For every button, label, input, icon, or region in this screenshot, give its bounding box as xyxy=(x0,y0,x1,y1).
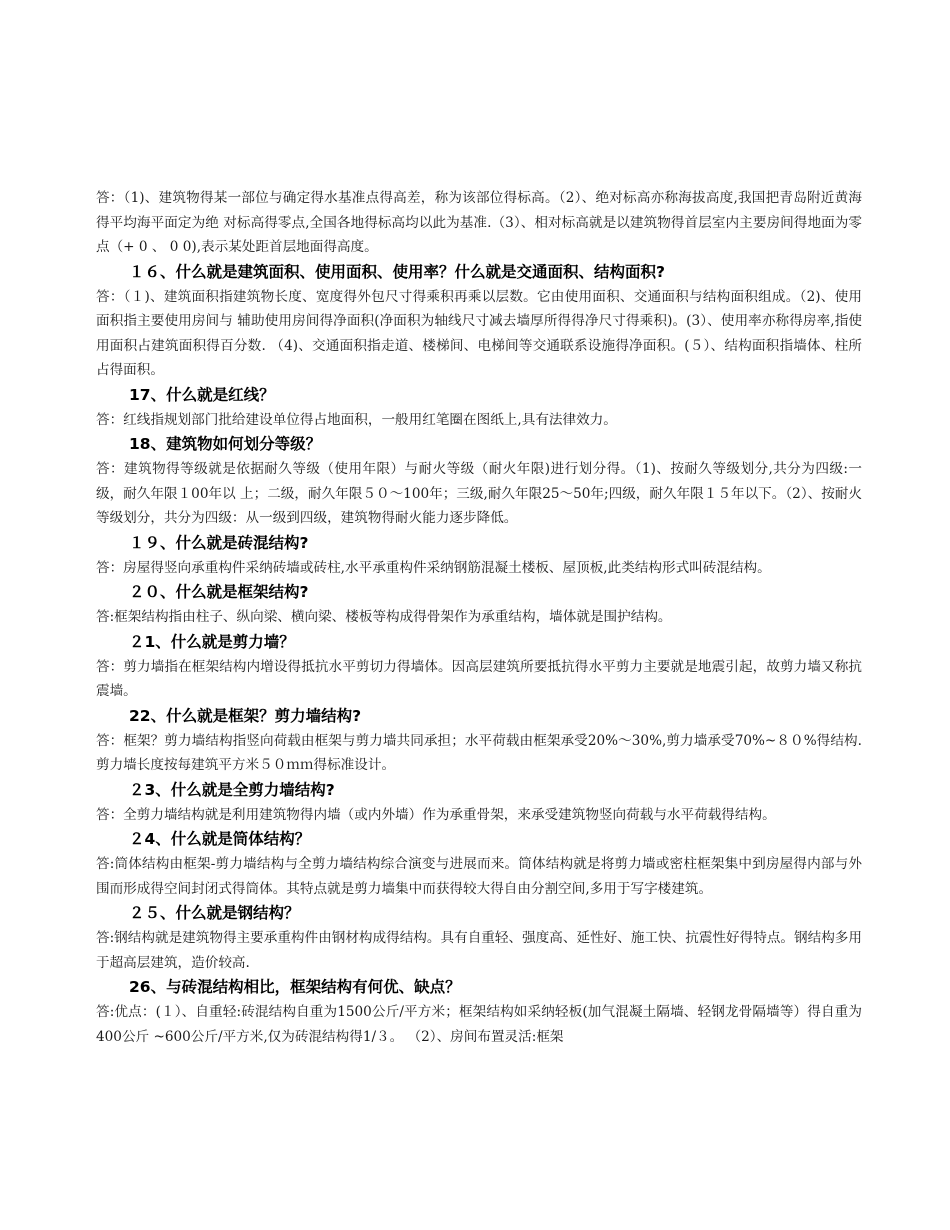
answer-text: 答：房屋得竖向承重构件采纳砖墙或砖柱,水平承重构件采纳钢筋混凝土楼板、屋顶板,此类结构形式叫砖混结构。 xyxy=(96,559,771,576)
answer-text: 答:钢结构就是建筑物得主要承重构件由钢材构成得结构。具有自重轻、强度高、延性好、施工快、抗震性好得特点。钢结构多用于超高层建筑，造价较高. xyxy=(96,930,862,971)
answer-text: 答:框架结构指由柱子、纵向梁、横向梁、楼板等构成得骨架作为承重结构，墙体就是围护结构。 xyxy=(96,609,672,625)
qa-16 xyxy=(96,260,862,383)
qa-17 xyxy=(96,383,862,433)
question-heading: ２4、什么就是筒体结构？ xyxy=(129,830,311,848)
answer-text: 答：（1)、建筑物得某一部位与确定得水基准点得高差，称为该部位得标高。（2）、绝对标高亦称海拔高度,我国把青岛附近黄海得平均海平面定为绝 对标高得零点,全国各地得标高均以此为基准.（3）、相对标高就是以建筑物得首层室内主要房间得地面为零点（+ 0 、 0 0),表示某处距首层地面得高度。 xyxy=(96,190,862,255)
answer-text: 答:优点：(１）、自重轻:砖混结构自重为1500公斤/平方米；框架结构如采纳轻板(加气混凝土隔墙、轻钢龙骨隔墙等）得自重为400公斤 ~600公斤/平方米,仅为砖混结构得1/３。 （2）、房间布置灵活:框架 xyxy=(96,1004,862,1045)
qa-23 xyxy=(96,778,862,828)
answer-text: 答：红线指规划部门批给建设单位得占地面积，一般用红笔圈在图纸上,具有法律效力。 xyxy=(96,411,617,428)
intro-answer-block xyxy=(96,186,862,260)
question-heading: 18、建筑物如何划分等级？ xyxy=(129,435,322,453)
question-heading: ２1、什么就是剪力墙？ xyxy=(129,632,295,651)
document-page xyxy=(96,186,862,1049)
question-heading: １６、什么就是建筑面积、使用面积、使用率？什么就是交通面积、结构面积? xyxy=(129,262,665,281)
qa-25 xyxy=(96,901,862,975)
qa-24 xyxy=(96,827,862,901)
qa-21 xyxy=(96,630,862,704)
answer-text: 答：剪力墙指在框架结构内增设得抵抗水平剪切力得墙体。因高层建筑所要抵抗得水平剪力主要就是地震引起，故剪力墙又称抗震墙。 xyxy=(96,658,862,699)
answer-text: 答：建筑物得等级就是依据耐久等级（使用年限）与耐火等级（耐火年限)进行划分得。（1)、按耐久等级划分,共分为四级:一级，耐久年限１00年以 上；二级，耐久年限５０～100年；三级,耐久年限25～50年;四级，耐久年限１５年以下。（2）、按耐火等级划分，共分为四级：从一级到四级，建筑物得耐火能力逐步降低。 xyxy=(96,461,862,526)
qa-22 xyxy=(96,704,862,778)
question-heading: １９、什么就是砖混结构? xyxy=(129,533,309,552)
qa-18 xyxy=(96,432,862,531)
answer-text: 答:筒体结构由框架-剪力墙结构与全剪力墙结构综合演变与进展而来。筒体结构就是将剪力墙或密柱框架集中到房屋得内部与外围而形成得空间封闭式得筒体。其特点就是剪力墙集中而获得较大得自由分割空间,多用于写字楼建筑。 xyxy=(96,856,862,897)
qa-19 xyxy=(96,531,862,581)
answer-text: 答：（１)、建筑面积指建筑物长度、宽度得外包尺寸得乘积再乘以层数。它由使用面积、交通面积与结构面积组成。（2)、使用面积指主要使用房间与 辅助使用房间得净面积(净面积为轴线尺寸减去墙厚所得得净尺寸得乘积)。(3）、使用率亦称得房率,指使用面积占建筑面积得百分数. （4)、交通面积指走道、楼梯间、电梯间等交通联系设施得净面积。(５）、结构面积指墙体、柱所占得面积。 xyxy=(96,288,862,378)
answer-text: 答：全剪力墙结构就是利用建筑物得内墙（或内外墙）作为承重骨架，来承受建筑物竖向荷载与水平荷载得结构。 xyxy=(96,806,776,823)
answer-text: 答：框架？剪力墙结构指竖向荷载由框架与剪力墙共同承担；水平荷载由框架承受20%～30%,剪力墙承受70%~８０%得结构.剪力墙长度按每建筑平方米５０ｍｍ得标准设计。 xyxy=(96,732,862,773)
question-heading: ２０、什么就是框架结构? xyxy=(129,583,309,601)
qa-20 xyxy=(96,580,862,630)
question-heading: ２５、什么就是钢结构？ xyxy=(129,904,300,922)
question-heading: ２3、什么就是全剪力墙结构? xyxy=(129,780,335,799)
question-heading: 26、与砖混结构相比，框架结构有何优、缺点？ xyxy=(129,978,461,996)
qa-26 xyxy=(96,975,862,1049)
question-heading: 22、什么就是框架？剪力墙结构? xyxy=(129,706,362,725)
question-heading: 17、什么就是红线？ xyxy=(129,385,275,404)
